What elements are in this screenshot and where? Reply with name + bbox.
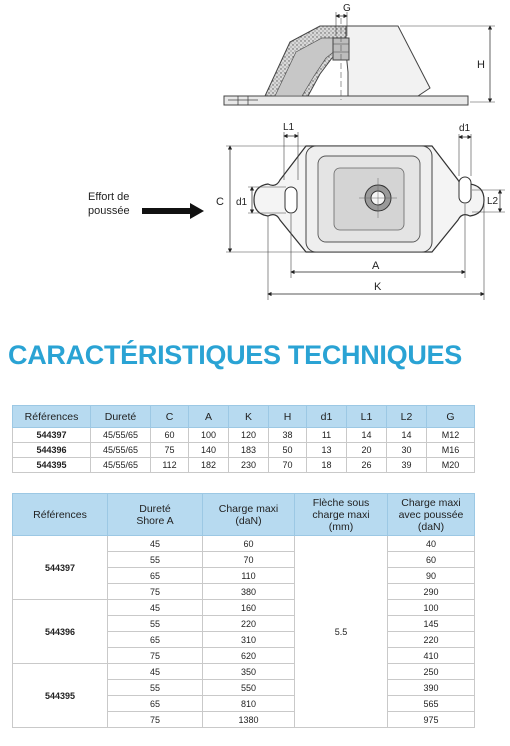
table-row: [13, 443, 475, 458]
table-cell: M20: [427, 458, 475, 473]
table-cell: 13: [307, 443, 347, 458]
table-cell: 75: [151, 443, 189, 458]
table-cell: 45/55/65: [91, 443, 151, 458]
charge-cell: 60: [203, 536, 295, 552]
charge-cell: 380: [203, 584, 295, 600]
label-l1: L1: [283, 122, 295, 133]
table-cell: 183: [229, 443, 269, 458]
durete-cell: 65: [108, 696, 203, 712]
poussee-cell: 390: [388, 680, 475, 696]
table-row: [13, 428, 475, 443]
page-title: CARACTÉRISTIQUES TECHNIQUES: [8, 340, 462, 370]
table-cell: 112: [151, 458, 189, 473]
label-h: H: [477, 59, 485, 71]
table-cell: 30: [387, 443, 427, 458]
col-header: L2: [387, 406, 427, 428]
reference-cell: 544395: [13, 664, 108, 728]
poussee-cell: 40: [388, 536, 475, 552]
table-cell: 140: [189, 443, 229, 458]
table-row: [13, 536, 475, 552]
header-line: Flèche sous: [312, 496, 370, 509]
charge-cell: 220: [203, 616, 295, 632]
push-arrow-icon: [142, 203, 204, 219]
col-header-fleche: [295, 494, 388, 536]
poussee-cell: 90: [388, 568, 475, 584]
table-row: [13, 664, 475, 680]
header-line: Charge maxi: [401, 496, 461, 509]
col-header-charge-maxi: [203, 494, 295, 536]
reference-cell: 544396: [13, 443, 91, 458]
col-header-references: Références: [13, 494, 108, 536]
poussee-cell: 100: [388, 600, 475, 616]
reference-cell: 544397: [13, 428, 91, 443]
charge-cell: 110: [203, 568, 295, 584]
poussee-cell: 565: [388, 696, 475, 712]
table-cell: 38: [269, 428, 307, 443]
reference-cell: 544395: [13, 458, 91, 473]
charge-cell: 550: [203, 680, 295, 696]
charge-cell: 350: [203, 664, 295, 680]
col-header: Dureté: [91, 406, 151, 428]
header-line: Charge maxi: [218, 502, 279, 515]
charge-cell: 70: [203, 552, 295, 568]
charge-cell: 160: [203, 600, 295, 616]
table-cell: 14: [347, 428, 387, 443]
side-view: [224, 3, 495, 105]
charge-cell: 620: [203, 648, 295, 664]
table-cell: 45/55/65: [91, 428, 151, 443]
poussee-cell: 410: [388, 648, 475, 664]
poussee-cell: 290: [388, 584, 475, 600]
charge-cell: 810: [203, 696, 295, 712]
table-cell: 45/55/65: [91, 458, 151, 473]
table-cell: 26: [347, 458, 387, 473]
header-line: Dureté: [139, 502, 171, 515]
col-header: d1: [307, 406, 347, 428]
durete-cell: 65: [108, 632, 203, 648]
label-g: G: [343, 3, 351, 14]
durete-cell: 75: [108, 584, 203, 600]
charge-cell: 310: [203, 632, 295, 648]
table-cell: 120: [229, 428, 269, 443]
table-cell: 14: [387, 428, 427, 443]
table-cell: 20: [347, 443, 387, 458]
table-cell: M12: [427, 428, 475, 443]
col-header: G: [427, 406, 475, 428]
table-cell: 18: [307, 458, 347, 473]
col-header: H: [269, 406, 307, 428]
table-cell: 182: [189, 458, 229, 473]
reference-cell: 544396: [13, 600, 108, 664]
table-cell: 100: [189, 428, 229, 443]
col-header: L1: [347, 406, 387, 428]
table-cell: 11: [307, 428, 347, 443]
table-row: [13, 600, 475, 616]
durete-cell: 55: [108, 552, 203, 568]
table-cell: 230: [229, 458, 269, 473]
poussee-cell: 250: [388, 664, 475, 680]
durete-cell: 45: [108, 600, 203, 616]
durete-cell: 55: [108, 680, 203, 696]
header-line: (daN): [235, 514, 262, 527]
dimensions-header-row: [13, 406, 475, 428]
loads-header-row: [13, 494, 475, 536]
poussee-cell: 975: [388, 712, 475, 728]
col-header: C: [151, 406, 189, 428]
reference-cell: 544397: [13, 536, 108, 600]
push-label-line1: Effort de: [88, 191, 130, 203]
durete-cell: 55: [108, 616, 203, 632]
table-cell: 60: [151, 428, 189, 443]
header-line: Shore A: [136, 514, 174, 527]
table-cell: 50: [269, 443, 307, 458]
header-line: charge maxi: [312, 508, 370, 521]
col-header: Références: [13, 406, 91, 428]
poussee-cell: 145: [388, 616, 475, 632]
label-d1-left: d1: [236, 197, 248, 208]
plan-view: [216, 122, 505, 300]
table-cell: 70: [269, 458, 307, 473]
dimensions-table: [12, 405, 475, 473]
header-line: avec poussée: [398, 508, 464, 521]
push-label-line2: poussée: [88, 205, 130, 217]
table-cell: 39: [387, 458, 427, 473]
label-k: K: [374, 281, 382, 293]
push-force-annotation: [88, 191, 204, 219]
col-header-durete: [108, 494, 203, 536]
col-header: A: [189, 406, 229, 428]
label-l2: L2: [487, 196, 499, 207]
label-c: C: [216, 196, 224, 208]
charge-cell: 1380: [203, 712, 295, 728]
label-a: A: [372, 260, 380, 272]
poussee-cell: 220: [388, 632, 475, 648]
durete-cell: 45: [108, 664, 203, 680]
durete-cell: 75: [108, 712, 203, 728]
table-cell: M16: [427, 443, 475, 458]
col-header-charge-poussee: [388, 494, 475, 536]
header-line: (mm): [328, 520, 354, 533]
table-row: [13, 458, 475, 473]
loads-table: [12, 493, 475, 728]
label-d1-top: d1: [459, 123, 471, 134]
header-line: (daN): [417, 520, 445, 533]
durete-cell: 75: [108, 648, 203, 664]
durete-cell: 65: [108, 568, 203, 584]
poussee-cell: 60: [388, 552, 475, 568]
fleche-cell: 5.5: [295, 536, 388, 728]
durete-cell: 45: [108, 536, 203, 552]
technical-drawing: [0, 0, 510, 305]
col-header: K: [229, 406, 269, 428]
